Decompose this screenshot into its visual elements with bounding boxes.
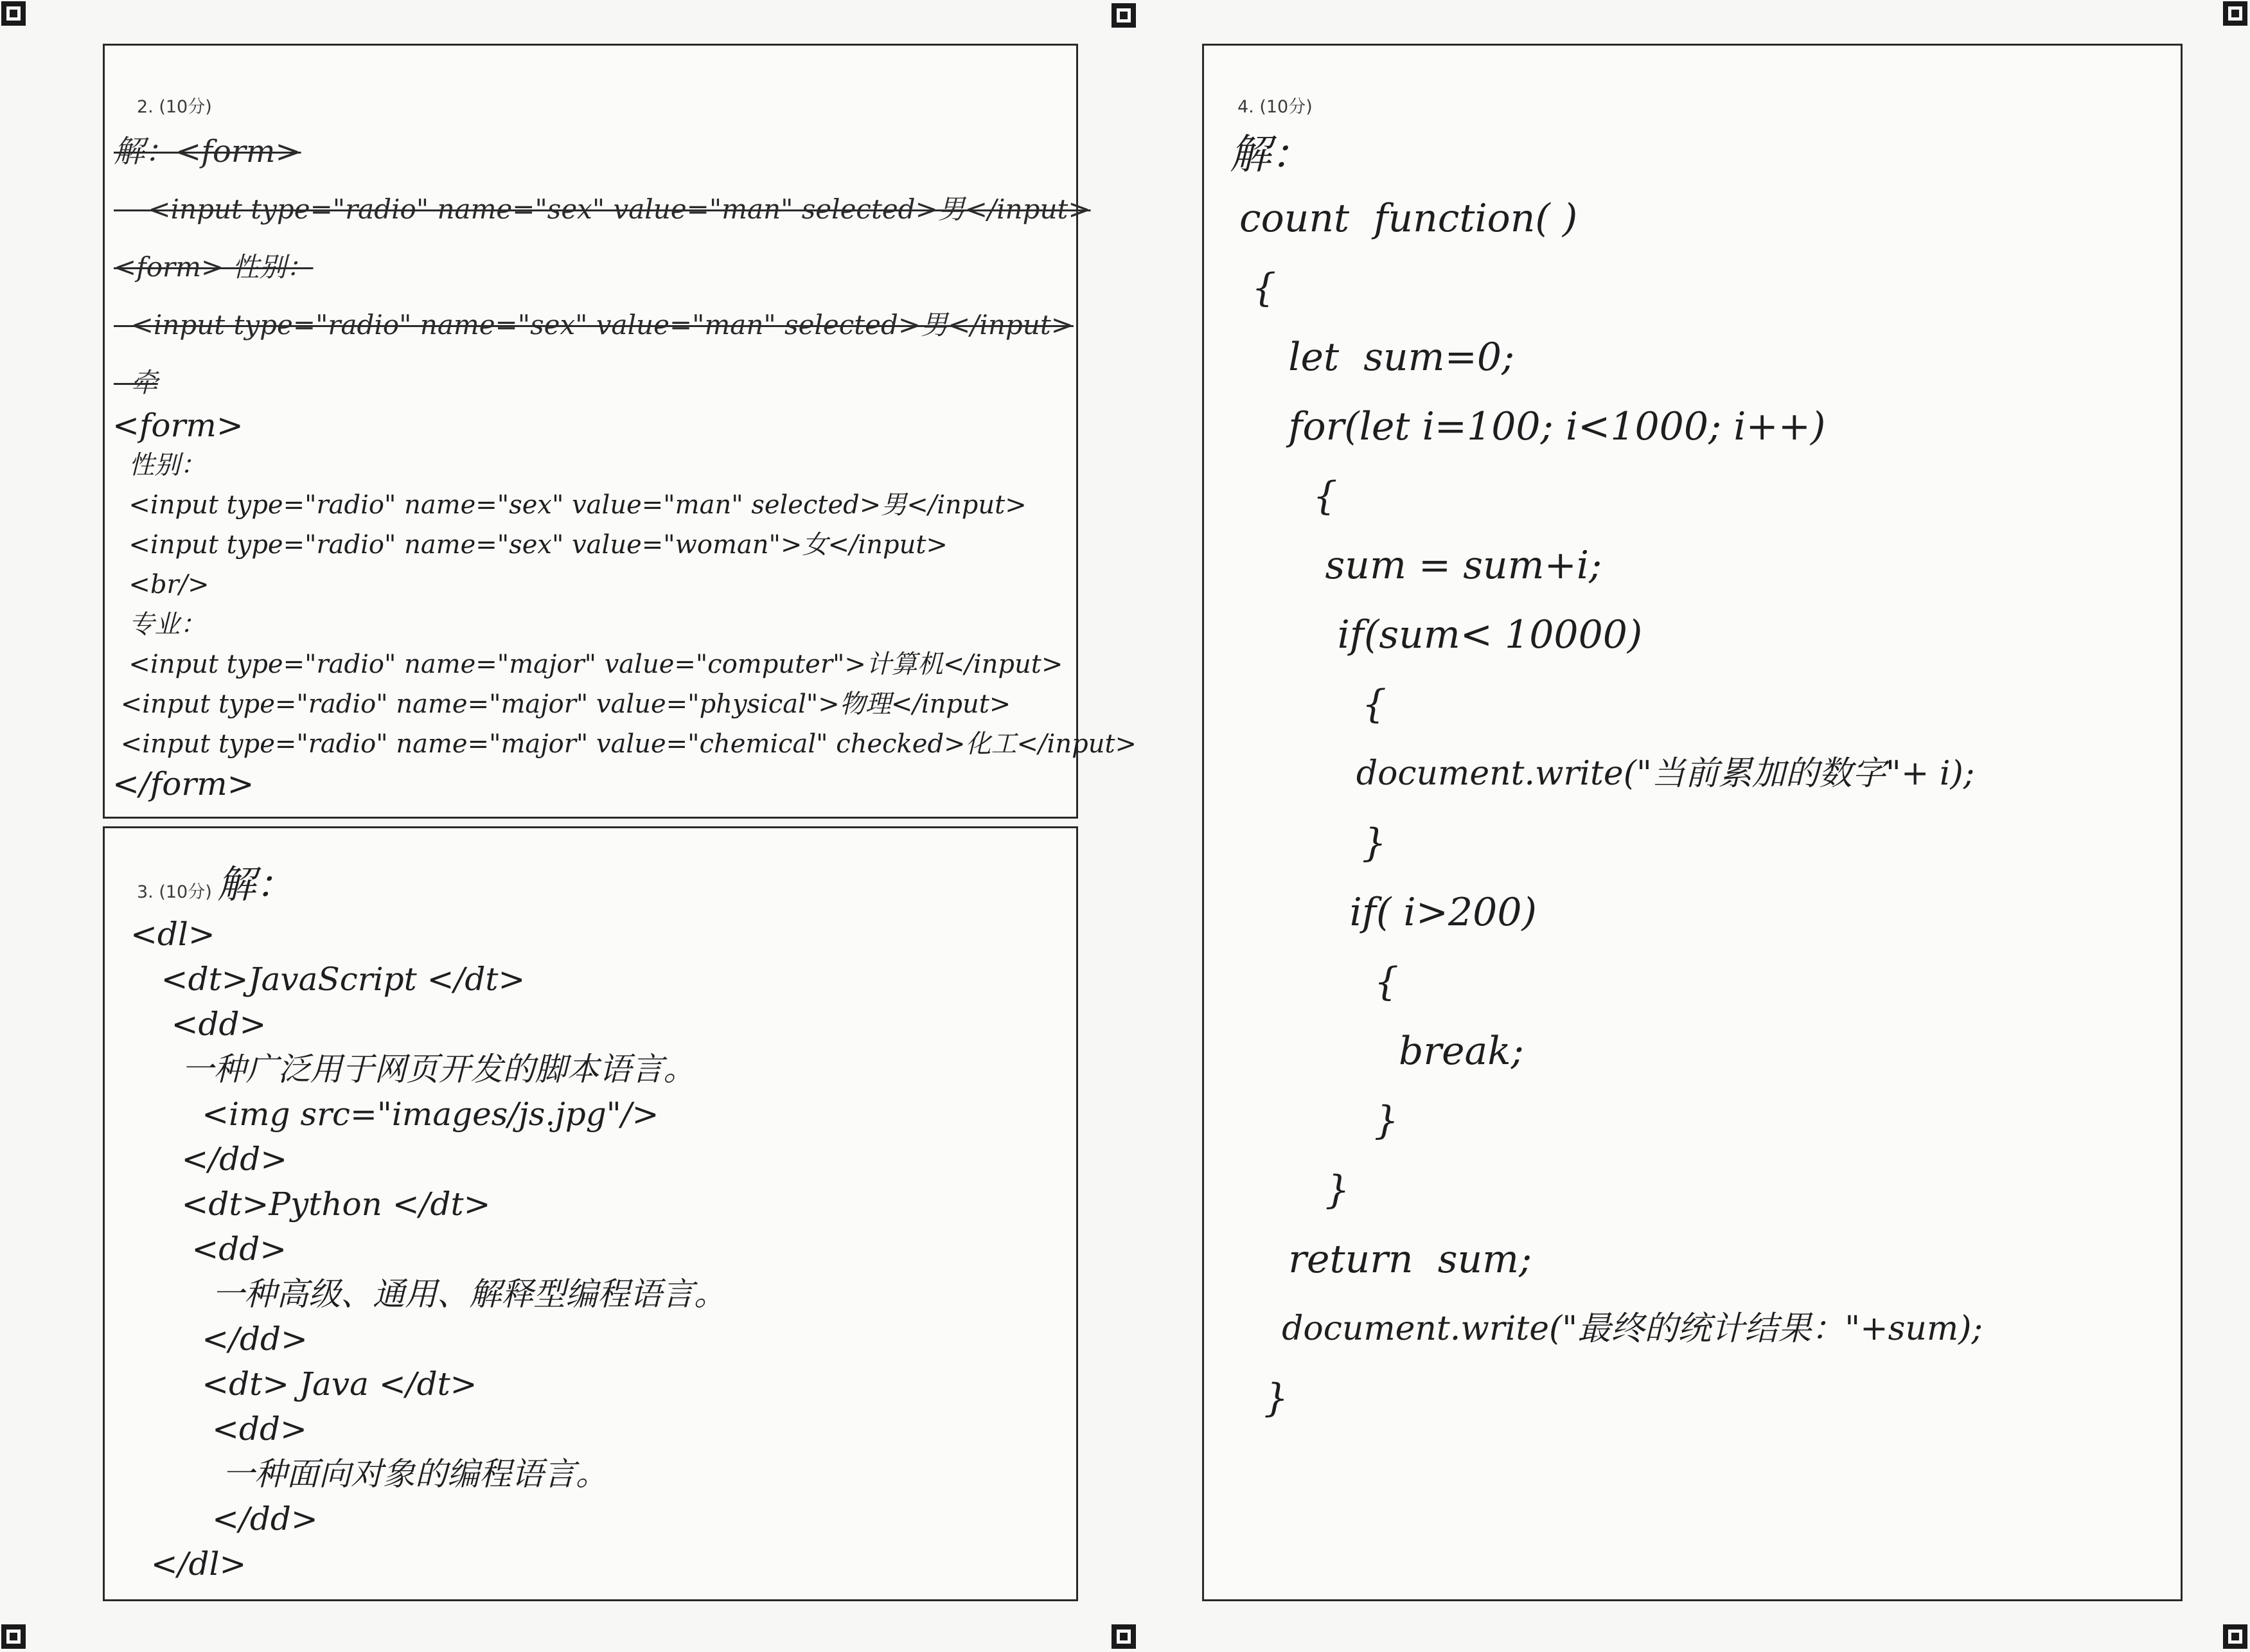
- handwritten-answer: [130, 912, 726, 1586]
- code-line: <br/>: [112, 570, 209, 600]
- corner-marker-top-center: [1112, 3, 1136, 28]
- code-line: }: [1239, 821, 1386, 866]
- code-line: document.write("当前累加的数字"+ i);: [1239, 754, 1975, 793]
- question-label: 2. (10分): [137, 97, 212, 117]
- code-line: if( i>200): [1239, 890, 1537, 935]
- corner-marker-bottom-center: [1112, 1624, 1136, 1649]
- corner-marker-top-left: [1, 1, 26, 26]
- code-line: {: [1239, 265, 1277, 310]
- code-line: if(sum< 10000): [1239, 612, 1643, 657]
- code-line: </form>: [112, 765, 254, 803]
- handwritten-answer: [1239, 184, 1983, 1433]
- code-line: </dl>: [130, 1545, 247, 1583]
- code-line: <dt> Java </dt>: [130, 1365, 477, 1403]
- code-line: 一种面向对象的编程语言。: [130, 1455, 608, 1493]
- question-label: 4. (10分): [1237, 97, 1313, 117]
- crossed-line: 解：<form>: [114, 134, 301, 170]
- code-line: count function( ): [1239, 196, 1578, 241]
- code-line: <dt>JavaScript </dt>: [130, 961, 526, 998]
- corner-marker-bottom-right: [2223, 1624, 2247, 1649]
- answer-box-q2: [103, 44, 1137, 819]
- code-line: }: [1239, 1168, 1350, 1212]
- answer-prefix: 解：: [217, 862, 294, 907]
- code-line: 性别：: [112, 450, 206, 480]
- code-line: }: [1239, 1098, 1399, 1143]
- crossed-out-answer: [114, 123, 1091, 412]
- code-line: <input type="radio" name="major" value="physical">物理</input>: [112, 689, 1011, 719]
- code-line: <input type="radio" name="major" value="computer">计算机</input>: [112, 650, 1063, 679]
- code-line: return sum;: [1239, 1237, 1532, 1282]
- corner-marker-top-right: [2223, 1, 2247, 26]
- code-line: {: [1239, 474, 1338, 519]
- question-label: 3. (10分): [137, 882, 212, 902]
- code-line: <dd>: [130, 1230, 287, 1268]
- code-line: <dl>: [130, 916, 215, 953]
- code-line: </dd>: [130, 1500, 318, 1538]
- answer-box-q3: [103, 826, 1078, 1601]
- answer-prefix: 解：: [1230, 131, 1312, 179]
- crossed-line: 牵: [114, 367, 158, 398]
- code-line: <input type="radio" name="sex" value="woman">女</input>: [112, 530, 948, 560]
- code-line: sum = sum+i;: [1239, 543, 1602, 588]
- code-line: {: [1239, 959, 1399, 1004]
- code-line: 一种广泛用于网页开发的脚本语言。: [130, 1051, 696, 1088]
- code-line: <dd>: [130, 1410, 307, 1448]
- code-line: {: [1239, 682, 1386, 727]
- code-line: break;: [1239, 1029, 1524, 1074]
- code-line: <input type="radio" name="major" value="chemical" checked>化工</input>: [112, 729, 1137, 759]
- code-line: <form>: [112, 407, 244, 444]
- corner-marker-bottom-left: [1, 1624, 26, 1649]
- answer-box-q4: [1202, 44, 2183, 1601]
- code-line: <dt>Python </dt>: [130, 1186, 491, 1223]
- code-line: <img src="images/js.jpg"/>: [130, 1096, 659, 1133]
- code-line: let sum=0;: [1239, 335, 1515, 380]
- crossed-line: <form> 性别：: [114, 251, 314, 283]
- crossed-line: <input type="radio" name="sex" value="man" selected>男</input>: [114, 309, 1074, 341]
- handwritten-answer: [112, 405, 1137, 804]
- code-line: }: [1239, 1376, 1289, 1421]
- code-line: <input type="radio" name="sex" value="man" selected>男</input>: [112, 490, 1027, 520]
- code-line: 一种高级、通用、解释型编程语言。: [130, 1275, 727, 1313]
- code-line: </dd>: [130, 1141, 288, 1178]
- code-line: for(let i=100; i<1000; i++): [1239, 404, 1826, 449]
- code-line: </dd>: [130, 1320, 308, 1358]
- code-line: 专业：: [112, 610, 206, 639]
- code-line: <dd>: [130, 1006, 267, 1043]
- crossed-line: <input type="radio" name="sex" value="man" selected>男</input>: [114, 193, 1091, 225]
- code-line: document.write("最终的统计结果："+sum);: [1239, 1310, 1983, 1348]
